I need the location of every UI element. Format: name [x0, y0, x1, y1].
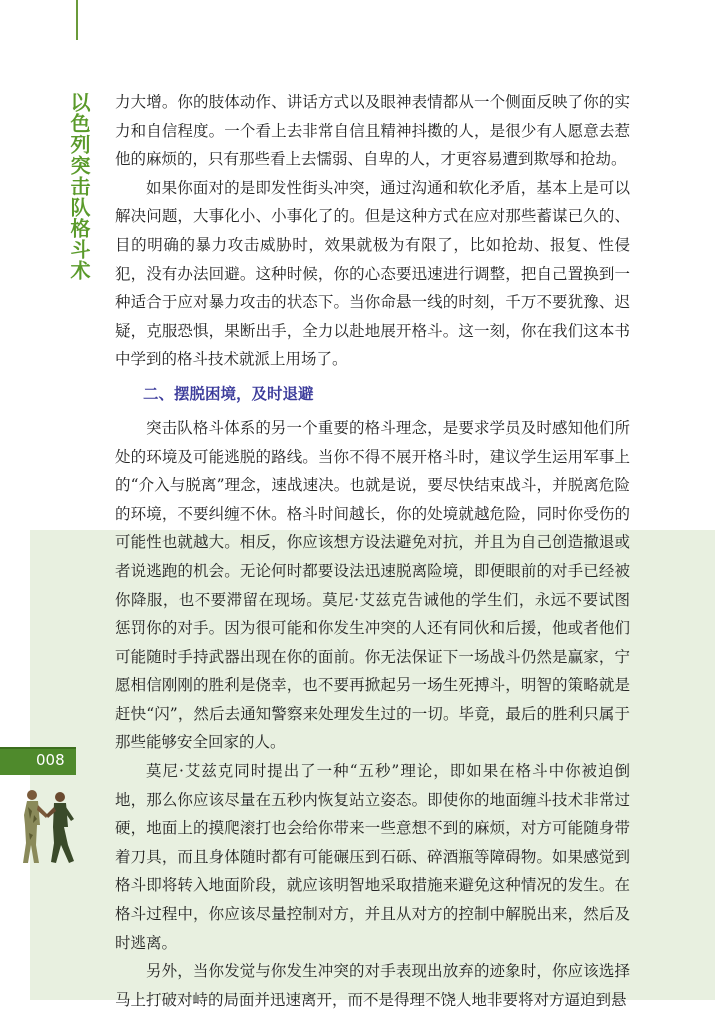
paragraph: 另外，当你发觉与你发生冲突的对手表现出放弃的迹象时，你应该选择马上打破对峙的局面并迅速离开，而不是得理不饶人地非要将对方逼迫到悬: [115, 962, 630, 1009]
section-heading: 二、摆脱困境，及时退避: [143, 384, 314, 403]
soldiers-illustration: [18, 785, 78, 865]
main-text: [115, 88, 630, 1014]
sidebar-rule: [76, 0, 78, 40]
page-number-tab: [0, 747, 76, 775]
paragraph: 莫尼·艾兹克同时提出了一种“五秒”理论，即如果在格斗中你被迫倒地，那么你应该尽量在五秒内恢复站立姿态。即使你的地面缠斗技术非常过硬，地面上的摸爬滚打也会给你带来一些意想不到的麻烦，对方可能随身带着刀具，而且身体随时都有可能碾压到石砾、碎酒瓶等障碍物。如果感觉到格斗即将转入地面阶段，就应该明智地采取措施来避免这种情况的发生。在格斗过程中，你应该尽量控制对方，并且从对方的控制中解脱出来，然后及时逃离。: [115, 762, 630, 952]
paragraph: 力大增。你的肢体动作、讲话方式以及眼神表情都从一个侧面反映了你的实力和自信程度。一个看上去非常自信且精神抖擞的人，是很少有人愿意去惹他的麻烦的，只有那些看上去懦弱、自卑的人，才更容易遭到欺辱和抢劫。: [115, 93, 630, 169]
page-number: 008: [36, 751, 65, 769]
book-title-vertical: 以色列突击队格斗术: [67, 92, 91, 281]
paragraph: 突击队格斗体系的另一个重要的格斗理念，是要求学员及时感知他们所处的环境及可能逃脱的路线。当你不得不展开格斗时，建议学生运用军事上的“介入与脱离”理念，速战速决。也就是说，要尽快结束战斗，并脱离危险的环境，不要纠缠不休。格斗时间越长，你的处境就越危险，同时你受伤的可能性也就越大。相反，你应该想方设法避免对抗，并且为自己创造撤退或者说逃跑的机会。无论何时都要设法迅速脱离险境，即便眼前的对手已经被你降服，也不要滞留在现场。莫尼·艾兹克告诫他的学生们，永远不要试图惩罚你的对手。因为很可能和你发生冲突的人还有同伙和后援，他或者他们可能随时手持武器出现在你的面前。你无法保证下一场战斗仍然是赢家，宁愿相信刚刚的胜利是侥幸，也不要再掀起另一场生死搏斗，明智的策略就是赶快“闪”，然后去通知警察来处理发生过的一切。毕竟，最后的胜利只属于那些能够安全回家的人。: [115, 418, 630, 752]
paragraph: 如果你面对的是即发性街头冲突，通过沟通和软化矛盾，基本上是可以解决问题，大事化小、小事化了的。但是这种方式在应对那些蓄谋已久的、目的明确的暴力攻击威胁时，效果就极为有限了，比如抢劫、报复、性侵犯，没有办法回避。这种时候，你的心态要迅速进行调整，把自己置换到一种适合于应对暴力攻击的状态下。当你命悬一线的时刻，千万不要犹豫、迟疑，克服恐惧，果断出手，全力以赴地展开格斗。这一刻，你在我们这本书中学到的格斗技术就派上用场了。: [115, 178, 630, 369]
